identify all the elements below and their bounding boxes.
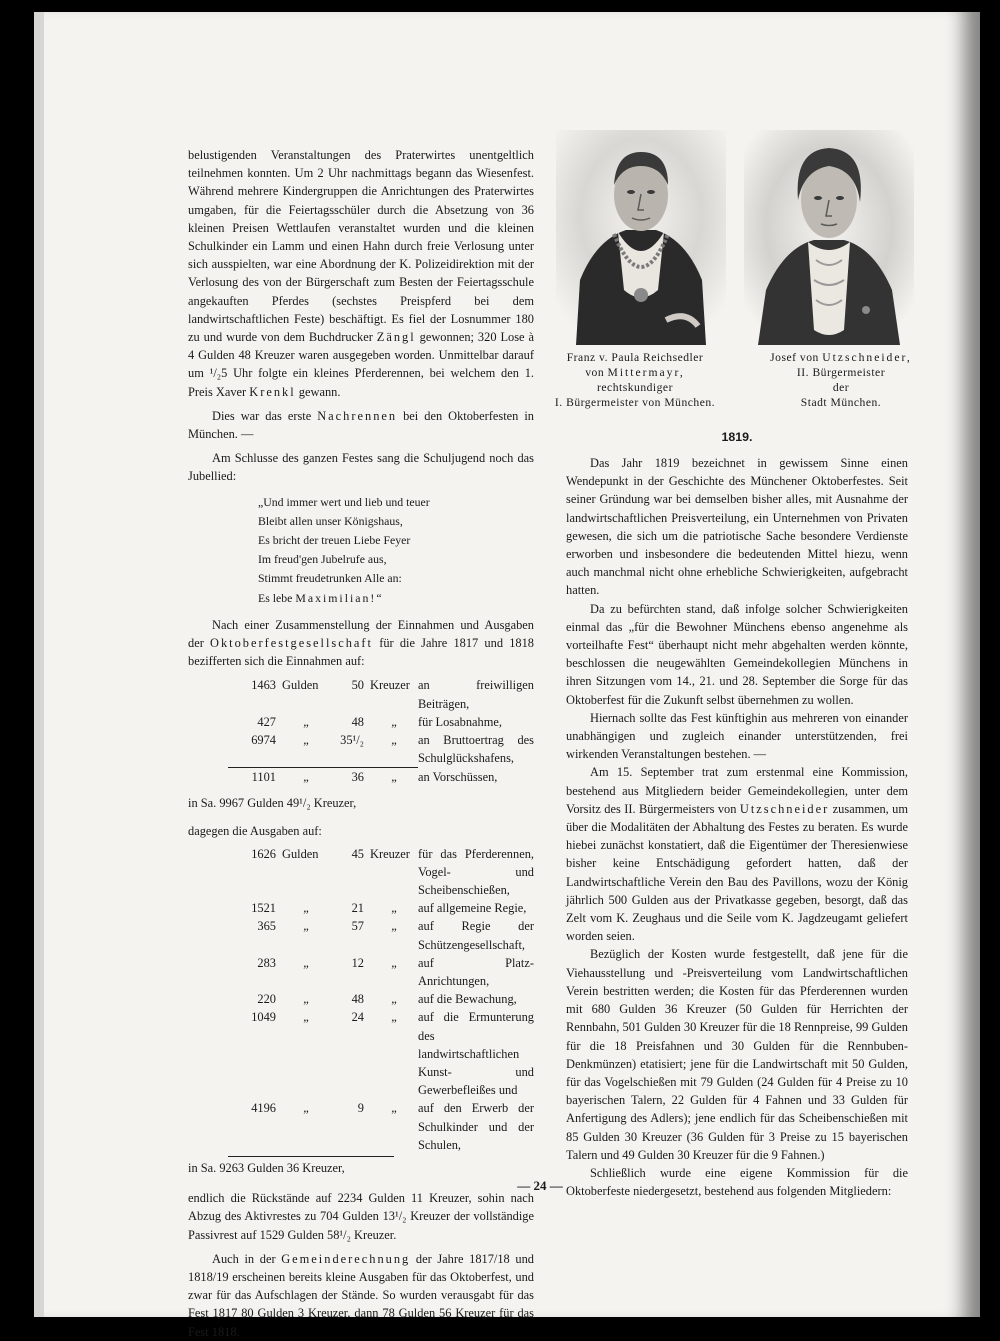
table-row: 1463 Gulden 50 Kreuzer an freiwilligen Beiträgen,: [251, 678, 534, 711]
poem-line: Es bricht der treuen Liebe Feyer: [258, 533, 411, 548]
portrait-mittermayr: [556, 130, 726, 345]
section-heading-1819: 1819.: [721, 430, 753, 444]
jubellied-poem: [258, 493, 534, 608]
table-row: 365 „ 57 „ auf Regie der Schützengesellschaft,: [257, 919, 534, 952]
paragraph-gemeinderechnung: Auch in der Gemeinderechnung der Jahre 1817/18 und 1818/19 erscheinen bereits kleine Ausgaben für das Oktoberfest, und zwar für das Aufschlagen der Stände. So wurden verausgabt für das Fest 1817 80 Gulden 3 Kreuzer, dann 78 Gulden 56 Kreuzer für das Fest 1818.: [188, 1251, 534, 1339]
paragraph-einnahmen-intro: Nach einer Zusammenstellung der Einnahmen und Ausgaben der Oktoberfestgesellschaft für die Jahre 1817 und 1818 bezifferten sich die Einnahmen auf:: [188, 617, 534, 669]
table-row: 427 „ 48 „ für Losabnahme,: [257, 714, 502, 729]
table-row: 1101 „ 36 „ an Vorschüssen,: [228, 768, 534, 787]
poem-line: Bleibt allen unser Königshaus,: [258, 513, 403, 528]
paragraph-kommission: Am 15. September trat zum erstenmal eine Kommission, bestehend aus Mitgliedern beider Gemeindekollegien, unter dem Vorsitz des II. Bürgermeisters von Utzschneider zusammen, um über die Modalitäten der Abhaltung des Festes zu beraten. Es wurde hiebei zunächst konstatiert, daß die Eigentümer der Theresienwiese bisher keine Entschädigung gefordert hatten, daß der Landwirtschaftliche Verein den Bau des Pavillons, wozu der König jährlich 500 Gulden aus der Privatkasse gegeben, besorgt, daß das Zelt vom K. Zeughaus und die Seile vom K. Jagdzeugamt geliefert worden seien.: [566, 765, 908, 944]
portrait-utzschneider: [744, 130, 914, 345]
poem-line: Im freud'gen Jubelrufe aus,: [258, 552, 387, 567]
poem-line: Stimmt freudetrunken Alle an:: [258, 571, 402, 586]
left-column: [188, 146, 534, 1341]
expenses-sum-rule: [228, 1156, 394, 1157]
portraits-area: [548, 130, 928, 340]
poem-line: „Und immer wert und lieb und teuer: [258, 494, 430, 509]
table-row: 1626 Gulden 45 Kreuzer für das Pferderennen, Vogel- und Scheibenschießen,: [251, 846, 534, 898]
paragraph-schwierigkeiten: Da zu befürchten stand, daß infolge solcher Schwierigkeiten einmal das „für die Bewohner Münchens ebenso angenehme als vorteilhafte Fest“ überhaupt nicht mehr abgehalten werden könnte, beschlossen die neugewählten Gemeindekollegien Münchens in ihren Sitzungen vom 14., 21. und 28. September die Sorge für das Oktoberfest für die Zukunft selbst übernehmen zu wollen.: [566, 601, 908, 707]
expenses-intro: dagegen die Ausgaben auf:: [188, 824, 322, 839]
paragraph-veranstaltungen: Hiernach sollte das Fest künftighin aus mehreren von einander unabhängigen und zugleich einander unterstützenden, frei wirkenden Veranstaltungen bestehen. —: [566, 710, 908, 762]
table-row: 1521 „ 21 „ auf allgemeine Regie,: [251, 901, 527, 916]
table-row: 1049 „ 24 „ auf die Ermunterung des landwirtschaftlichen Kunst- und Gewerbefleißes und: [251, 1010, 534, 1098]
page-number: — 24 —: [517, 1178, 563, 1193]
paragraph-mitglieder: Schließlich wurde eine eigene Kommission für die Oktoberfeste niedergesetzt, bestehend aus folgenden Mitgliedern:: [566, 1165, 908, 1199]
paragraph-festival: belustigenden Veranstaltungen des Praterwirtes unentgeltlich teilnehmen konnten. Um 2 Uhr nachmittags begann das Wiesenfest. Während mehrere Kindergruppen die Anrichtungen des Praterwirtes umgaben, für die Feiertagsschüler durch die Absetzung von 36 kleinen Preisen Wettlaufen veranstaltet wurden und die kleinen Schulkinder ein Lamm und einen Hahn durch freie Verlosung unter sich ausspielten, war eine Abordnung der K. Polizeidirektion mit der Verlosung des von der Bürgerschaft zum Besten der Feiertagsschule angekauften Pferdes (sechstes Preispferd bei dem landwirtschaftlichen Feste) beschäftigt. Es fiel der Losnummer 180 zu und wurde von dem Buchdrucker Zängl gewonnen; 320 Lose à 4 Gulden 48 Kreuzer waren ausgegeben worden. Unmittelbar darauf um ¹/₂5 Uhr folgte ein kleines Pferderennen, bei welchem den 1. Preis Xaver Krenkl gewann.: [188, 148, 534, 399]
income-sum: in Sa. 9967 Gulden 49¹/₂ Kreuzer,: [188, 796, 357, 811]
expenses-table: [228, 845, 534, 1154]
page-binding-edge: [34, 12, 44, 1317]
paragraph-wendepunkt: Das Jahr 1819 bezeichnet in gewissem Sinne einen Wendepunkt in der Geschichte des Münchener Oktoberfestes. Seit seiner Gründung war bei demselben bisher alles, mit Ausnahme der landwirtschaftlichen Preisverteilung, ein Unternehmen von Privaten gewesen, die sich um die patriotische Sache besondere Verdienste erworben und insbesondere die bedeutenden Mittel hiezu, wenn auch manchmal nicht ohne erhebliche Schwierigkeiten, aufgebracht hatten.: [566, 456, 908, 598]
expenses-sum: in Sa. 9263 Gulden 36 Kreuzer,: [188, 1161, 345, 1176]
poem-line: Es lebe Maximilian!“: [258, 590, 382, 605]
paragraph-nachrennen: Dies war das erste Nachrennen bei den Oktoberfesten in München. —: [188, 408, 534, 442]
caption-utzschneider: Josef von Utzschneider, II. Bürgermeister der Stadt München.: [770, 351, 912, 409]
table-row: 4196 „ 9 „ auf den Erwerb der Schulkinder und der Schulen,: [251, 1101, 534, 1152]
caption-mittermayr: Franz v. Paula Reichsedler von Mittermayr, rechtskundiger I. Bürgermeister von München.: [554, 351, 716, 409]
table-row: 283 „ 12 „ auf Platz-Anrichtungen,: [257, 955, 534, 989]
paragraph-rueckstaende: endlich die Rückstände auf 2234 Gulden 11 Kreuzer, sohin nach Abzug des Aktivrestes zu 704 Gulden 13¹/₂ Kreuzer der vollständige Passivrest auf 1529 Gulden 58¹/₂ Kreuzer.: [188, 1191, 534, 1242]
paragraph-kosten: Bezüglich der Kosten wurde festgestellt, daß jene für die Viehausstellung und -Preisverteilung vom Landwirtschaftlichen Verein bestritten werden; die Kosten für das Pferderennen wurden mit 680 Gulden 36 Kreuzer (50 Gulden für Herrichten der Rennbahn, 501 Gulden 30 Kreuzer für die 18 Rennpreise, 99 Gulden für die 18 Preisfahnen und 30 Gulden für die Rennbuben-Denkmünzen) etatisiert; jene für die Landwirtschaft mit 50 Gulden, für das Vogelschießen mit 79 Gulden (24 Gulden für 4 Preise zu 10 bayerischen Talern, 22 Gulden für 4 Fahnen und 33 Gulden für Anfertigung des Adlers); jene endlich für das Scheibenschießen mit 85 Gulden 30 Kreuzer (36 Gulden für 3 Preise zu 15 bayerischen Talern und 49 Gulden 30 Kreuzer für die 9 Fahnen.): [566, 947, 908, 1162]
income-table: [228, 676, 534, 786]
table-row: 6974 „ 35¹/₂ „ an Bruttoertrag des Schulglückshafens,: [251, 733, 534, 766]
right-column: [566, 454, 908, 1200]
table-row: 220 „ 48 „ auf die Bewachung,: [257, 992, 517, 1007]
paragraph-jubellied: Am Schlusse des ganzen Festes sang die Schuljugend noch das Jubellied:: [188, 451, 534, 484]
